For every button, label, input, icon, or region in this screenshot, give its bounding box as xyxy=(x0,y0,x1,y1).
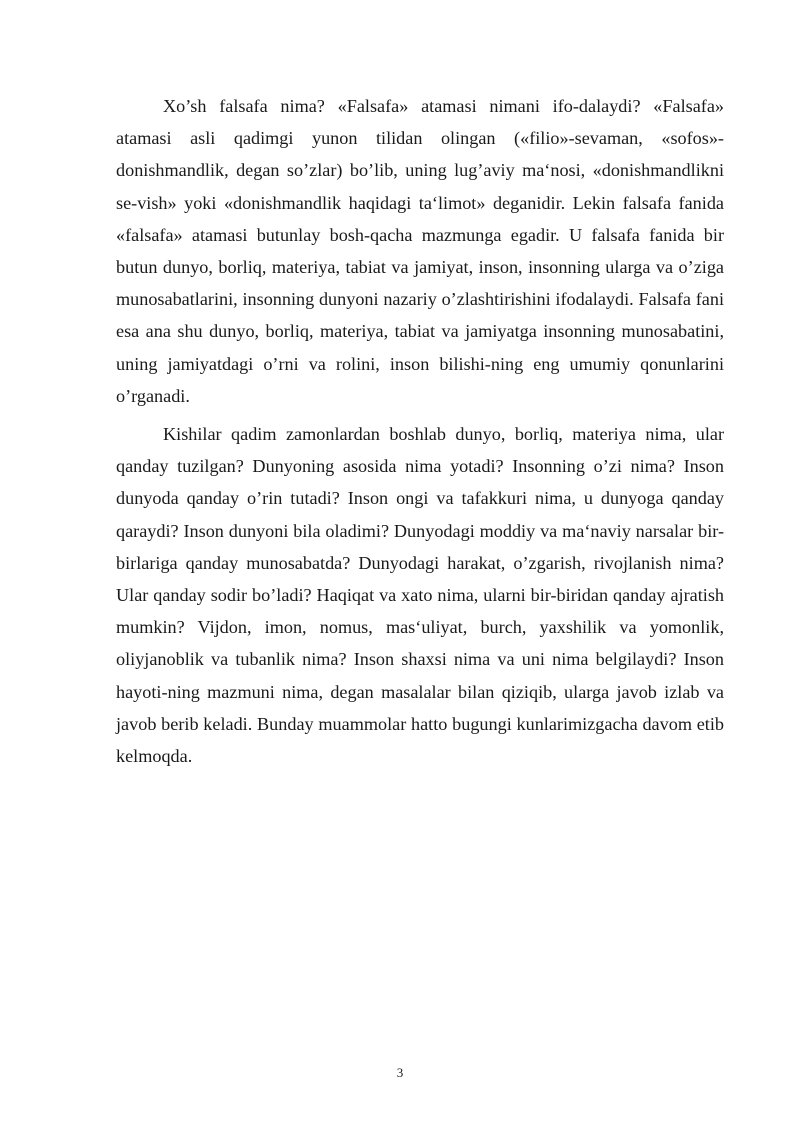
page-number: 3 xyxy=(396,1065,404,1080)
paragraph-2: Kishilar qadim zamonlardan boshlab dunyo, borliq, materiya nima, ular qanday tuzilgan? Dunyoning asosida nima yotadi? Insonning o’zi nima? Inson dunyoda qanday o’rin tutadi? Inson ongi va tafakkuri nima, u dunyoga qanday qaraydi? Inson dunyoni bila oladimi? Dunyodagi moddiy va ma‘naviy narsalar bir-birlariga qanday munosabatda? Dunyodagi harakat, o’zgarish, rivojlanish nima? Ular qanday sodir bo’ladi? Haqiqat va xato nima, ularni bir-biridan qanday ajratish mumkin? Vijdon, imon, nomus, mas‘uliyat, burch, yaxshilik va yomonlik, oliyjanoblik va tubanlik nima? Inson shaxsi nima va uni nima belgilaydi? Inson hayoti-ning mazmuni nima, degan masalalar bilan qiziqib, ularga javob izlab va javob berib keladi. Bunday muammolar hatto bugungi kunlarimizgacha davom etib kelmoqda. xyxy=(116,424,724,767)
paragraph-1: Xo’sh falsafa nima? «Falsafa» atamasi nimani ifo-dalaydi? «Falsafa» atamasi asli qadimgi yunon tilidan olingan («filio»-sevaman, «sofos»-donishmandlik, degan so’zlar) bo’lib, uning lug’aviy ma‘nosi, «donishmandlikni se-vish» yoki «donishmandlik haqidagi ta‘limot» deganidir. Lekin falsafa fanida «falsafa» atamasi butunlay bosh-qacha mazmunga egadir. U falsafa fanida bir butun dunyo, borliq, materiya, tabiat va jamiyat, inson, insonning ularga va o’ziga munosabatlarini, insonning dunyoni nazariy o’zlashtirishini ifodalaydi. Falsafa fani esa ana shu dunyo, borliq, materiya, tabiat va jamiyatga insonning munosabatini, uning jamiyatdagi o’rni va rolini, inson bilishi-ning eng umumiy qonunlarini o’rganadi. xyxy=(116,96,724,406)
body-text xyxy=(116,90,724,778)
